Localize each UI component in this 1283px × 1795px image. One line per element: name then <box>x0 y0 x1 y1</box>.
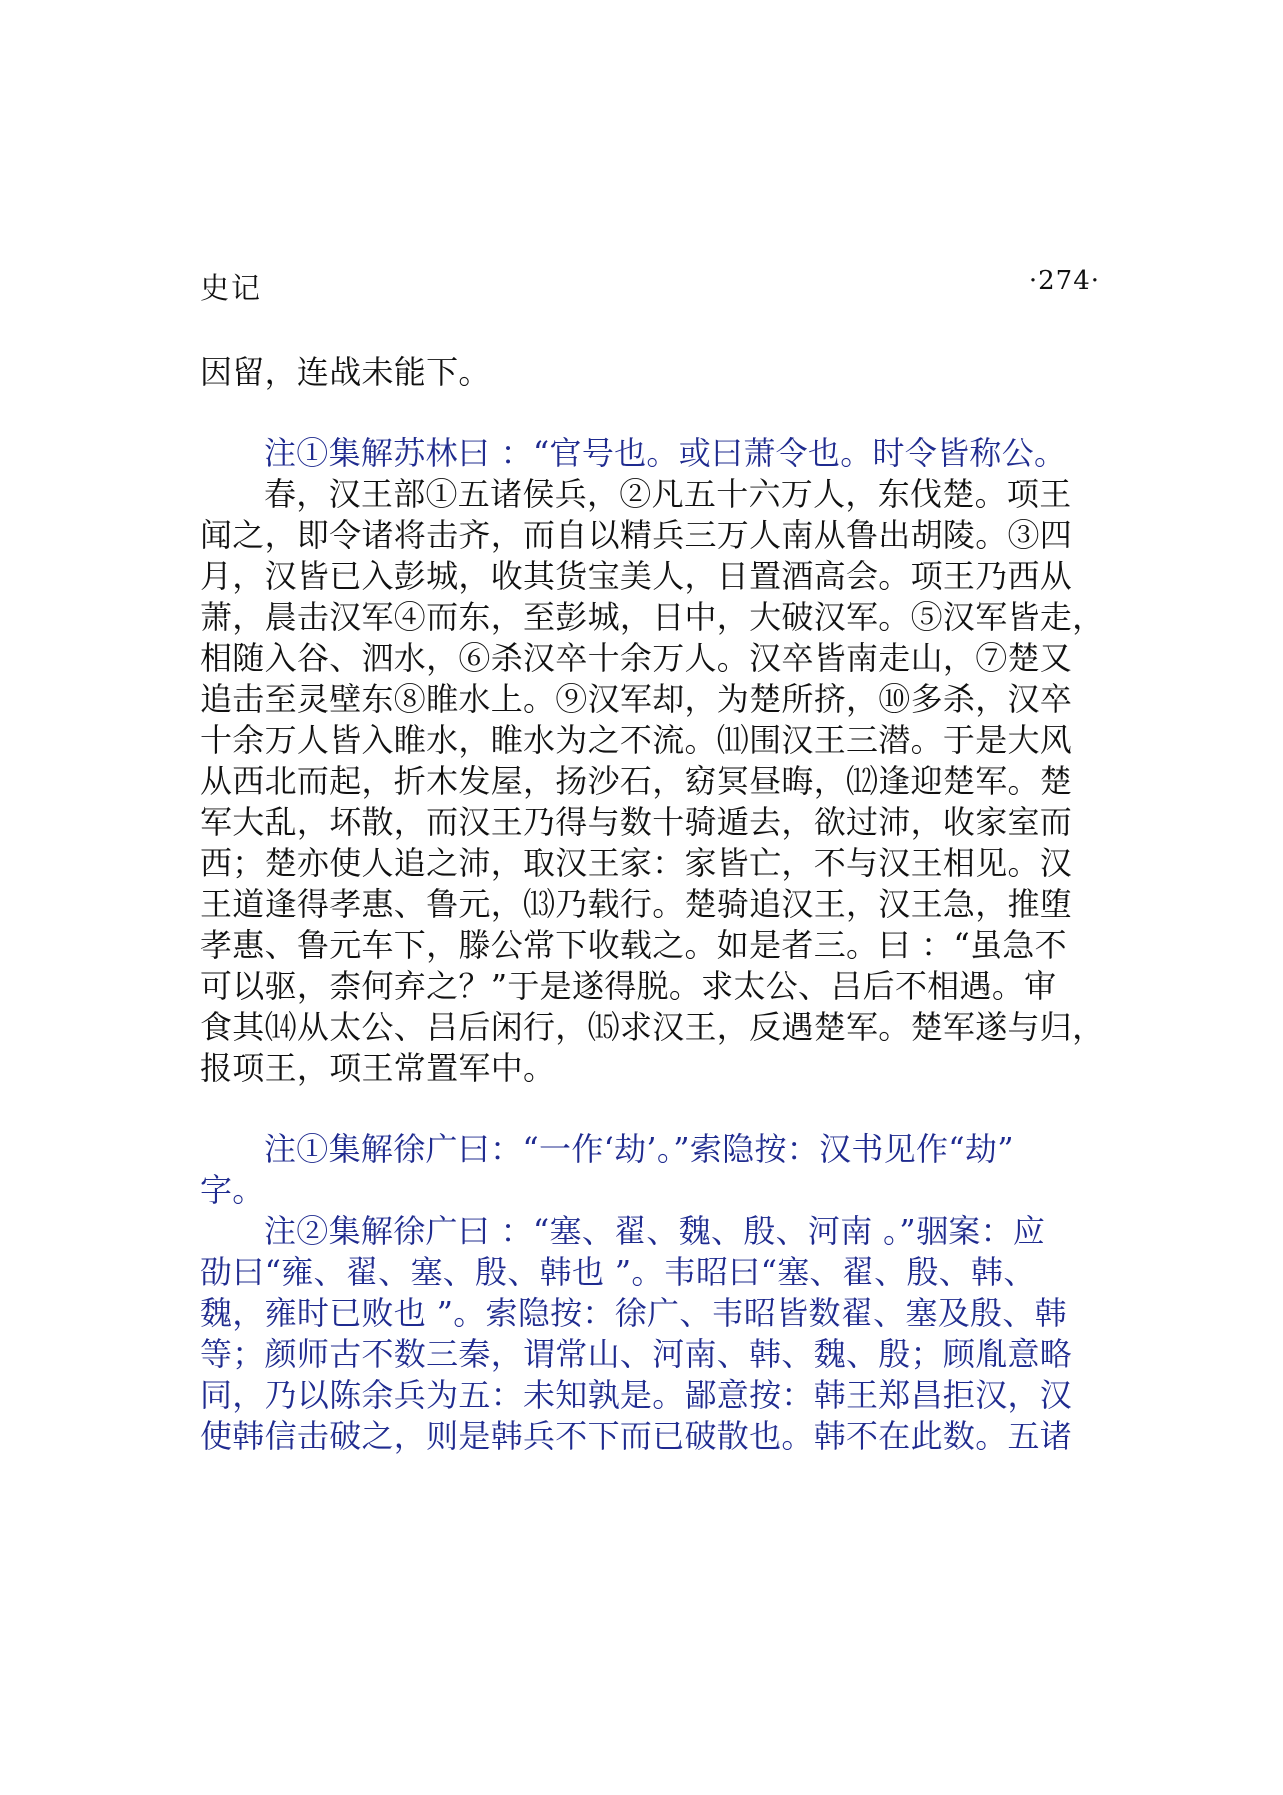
text-line: 追击至灵壁东⑧睢水上。⑨汉军却，为楚所挤，⑩多杀，汉卒 <box>200 680 1073 718</box>
book-title: 史记 <box>200 271 263 305</box>
text-line: 春，汉王部①五诸侯兵，②凡五十六万人，东伐楚。项王 <box>264 475 1072 513</box>
annotation-block <box>200 433 1100 474</box>
text-line: 报项王，项王常置军中。 <box>200 1049 556 1087</box>
text-line: 可以驱，柰何弃之？”于是遂得脱。求太公、吕后不相遇。审 <box>200 967 1057 1005</box>
text-line: 食其⒁从太公、吕后闲行，⒂求汉王，反遇楚军。楚军遂与归， <box>200 1008 1105 1046</box>
annotation-line: 字。 <box>200 1171 265 1209</box>
text-line: 十余万人皆入睢水，睢水为之不流。⑾围汉王三潜。于是大风 <box>200 721 1073 759</box>
text-line: 月，汉皆已入彭城，收其货宝美人，日置酒高会。项王乃西从 <box>200 557 1073 595</box>
paragraph-gap <box>200 393 1100 433</box>
text-line: 孝惠、鲁元车下，滕公常下收载之。如是者三。曰 ：“虽急不 <box>200 926 1067 964</box>
text-line: 相随入谷、泗水，⑥杀汉卒十余万人。汉卒皆南走山，⑦楚又 <box>200 639 1073 677</box>
page-number: ·274· <box>1028 266 1100 296</box>
text-line: 萧，晨击汉军④而东，至彭城，日中，大破汉军。⑤汉军皆走， <box>200 598 1105 636</box>
annotation-line: 魏，雍时已败也 ”。索隐按：徐广、韦昭皆数翟、塞及殷、韩 <box>200 1294 1067 1332</box>
text-line: 军大乱，坏散，而汉王乃得与数十骑遁去，欲过沛，收家室而 <box>200 803 1073 841</box>
annotation-line: 注①集解苏林曰 ：“官号也。或曰萧令也。时令皆称公。 <box>264 434 1067 472</box>
annotation-block <box>200 1129 1100 1457</box>
annotation-line: 劭曰“雍、翟、塞、殷、韩也 ”。韦昭曰“塞、翟、殷、韩、 <box>200 1253 1036 1291</box>
text-line: 因留，连战未能下。 <box>200 353 491 391</box>
annotation-line: 等；颜师古不数三秦，谓常山、河南、韩、魏、殷；顾胤意略 <box>200 1335 1073 1373</box>
main-text-block <box>200 352 1100 393</box>
paragraph-gap <box>200 1089 1100 1129</box>
annotation-line: 注②集解徐广曰 ：“塞、翟、魏、殷、河南 。”骃案：应 <box>264 1212 1046 1250</box>
text-line: 王道逢得孝惠、鲁元，⒀乃载行。楚骑追汉王，汉王急，推堕 <box>200 885 1073 923</box>
main-text-block <box>200 474 1105 1089</box>
page-header <box>200 266 1100 306</box>
page-body <box>200 352 1105 1457</box>
annotation-line: 使韩信击破之，则是韩兵不下而已破散也。韩不在此数。五诸 <box>200 1417 1073 1455</box>
annotation-line: 注①集解徐广曰：“一作‘劫’。”索隐按：汉书见作“劫” <box>264 1130 1014 1168</box>
text-line: 从西北而起，折木发屋，扬沙石，窈冥昼晦，⑿逢迎楚军。楚 <box>200 762 1073 800</box>
annotation-line: 同，乃以陈余兵为五：未知孰是。鄙意按：韩王郑昌拒汉，汉 <box>200 1376 1073 1414</box>
text-line: 西；楚亦使人追之沛，取汉王家：家皆亡，不与汉王相见。汉 <box>200 844 1073 882</box>
text-line: 闻之，即令诸将击齐，而自以精兵三万人南从鲁出胡陵。③四 <box>200 516 1073 554</box>
